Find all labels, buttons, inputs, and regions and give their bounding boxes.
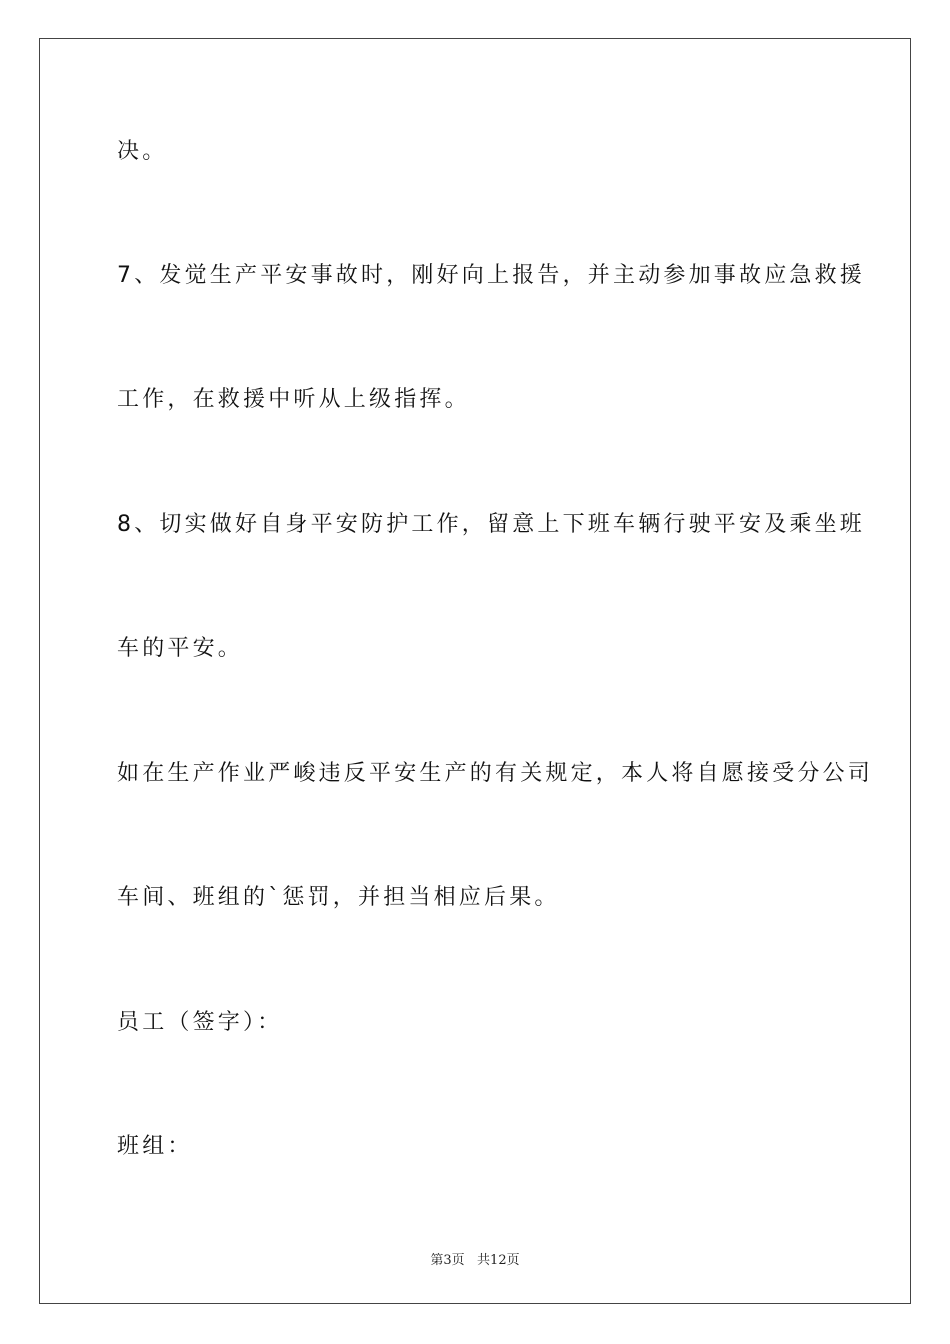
page-border: [39, 38, 911, 1304]
signature-label-employee: 员工（签字）：: [117, 1010, 283, 1035]
page-number: 第3页 共12页: [430, 1253, 520, 1268]
text-line: 决。: [117, 139, 168, 164]
text-line: 车的平安。: [117, 636, 244, 661]
text-line: 7、发觉生产平安事故时，刚好向上报告，并主动参加事故应急救援: [117, 263, 865, 288]
text-line: 车间、班组的`惩罚，并担当相应后果。: [117, 885, 560, 910]
text-line: 8、切实做好自身平安防护工作，留意上下班车辆行驶平安及乘坐班: [117, 512, 865, 537]
text-line: 如在生产作业严峻违反平安生产的有关规定，本人将自愿接受分公司: [117, 761, 874, 786]
text-line: 工作，在救援中听从上级指挥。: [117, 387, 470, 412]
signature-label-team: 班组：: [117, 1134, 193, 1159]
